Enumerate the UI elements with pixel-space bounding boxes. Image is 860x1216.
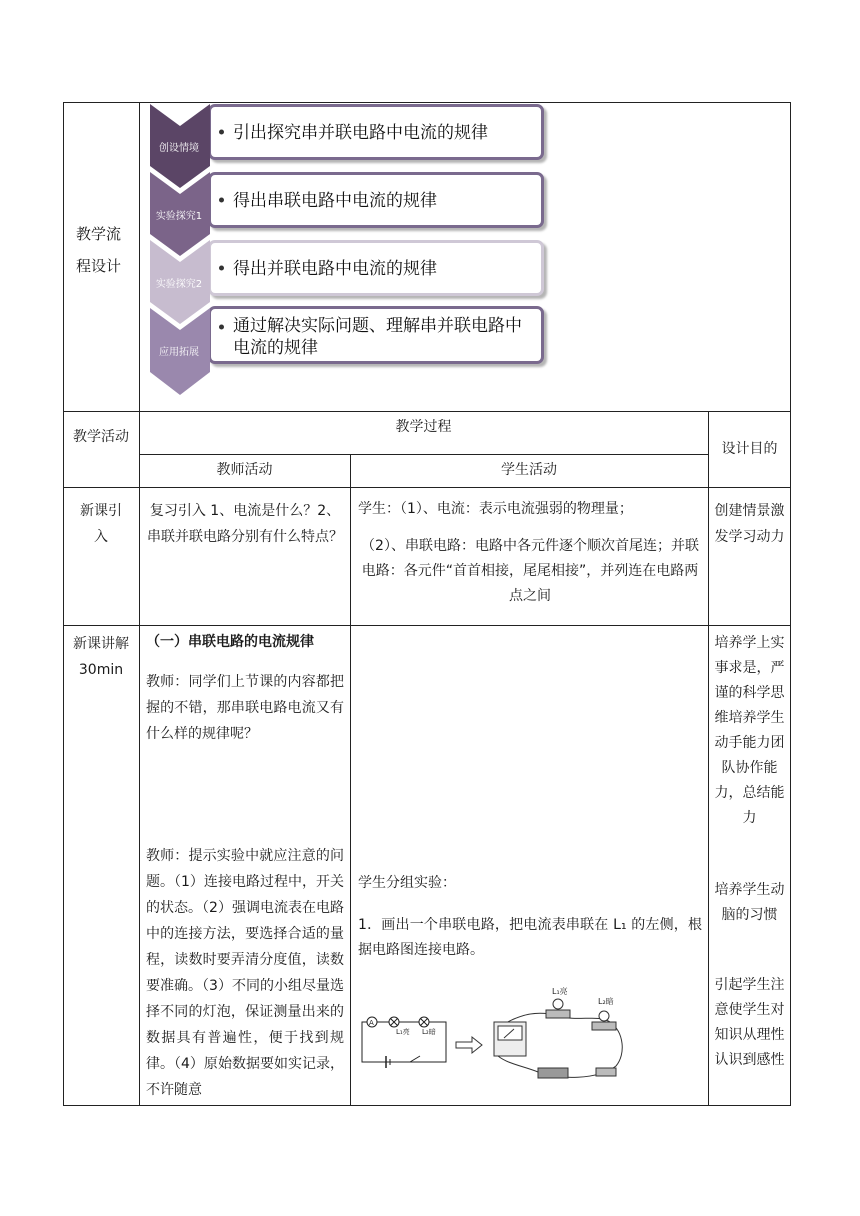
lecture-teacher-text: 教师：同学们上节课的内容都把握的不错，那串联电路电流又有什么样的规律呢？ xyxy=(146,674,344,742)
lamp-holder-icon xyxy=(546,1010,570,1018)
flow-step-text: 通过解决实际问题、理解串并联电路中电流的规律 xyxy=(233,316,522,358)
arrow-right-icon xyxy=(456,1037,482,1053)
flow-step-label: 实验探究1 xyxy=(155,211,203,222)
lecture-section-title: （一）串联电路的电流规律 xyxy=(146,634,314,650)
flow-step-text: 得出并联电路中电流的规律 xyxy=(233,259,437,279)
teaching-flow-diagram xyxy=(140,102,550,407)
student-header: 学生活动 xyxy=(501,462,557,478)
process-header: 教学过程 xyxy=(395,419,452,435)
col-divider xyxy=(708,411,709,1106)
flow-step-box xyxy=(208,306,544,364)
row-divider xyxy=(63,487,791,488)
activity-header: 教学活动 xyxy=(73,429,129,445)
circuit-schematic xyxy=(362,1017,446,1068)
schematic-lamp-label: L₁亮 xyxy=(396,1028,410,1036)
flow-step-box xyxy=(208,240,544,296)
flow-step-text: 引出探究串并联电路中电流的规律 xyxy=(233,123,488,143)
col-divider xyxy=(350,454,351,1106)
intro-label: 新课引入 xyxy=(80,503,122,545)
flow-step-label: 创设情境 xyxy=(159,143,199,154)
switch-icon xyxy=(410,1056,420,1062)
flow-step-label: 应用拓展 xyxy=(159,347,199,358)
flow-design-label: 教学流程设计 xyxy=(76,225,122,275)
flow-step-box xyxy=(208,104,544,160)
lecture-student-text: 学生分组实验： xyxy=(358,875,456,891)
bulb-icon xyxy=(599,1011,609,1021)
intro-student-text: 学生：（1）、电流：表示电流强弱的物理量； xyxy=(358,501,633,517)
physical-circuit xyxy=(494,999,622,1078)
intro-purpose-text: 创建情景激发学习动力 xyxy=(714,503,785,545)
flow-step-box xyxy=(208,172,544,228)
purpose-header: 设计目的 xyxy=(721,441,778,457)
lamp-label: L₁亮 xyxy=(552,987,568,996)
lamp-label: L₂暗 xyxy=(598,997,614,1006)
flow-step-label: 实验探究2 xyxy=(155,279,203,290)
schematic-lamp-label: L₂暗 xyxy=(422,1028,436,1036)
circuit-figure xyxy=(358,984,638,1084)
ammeter-symbol: A xyxy=(369,1019,374,1027)
lecture-label: 新课讲解 30min xyxy=(73,636,129,678)
lecture-teacher-text: 教师：提示实验中就应注意的问题。（1）连接电路过程中，开关的状态。（2）强调电流表在电路中的连接方法，要选择合适的量程，读数时要弄清分度值，读数要准确。（3）不同的小组尽量选择不同的灯泡，保证测量出来的数据具有普遍性，便于找到规律。（4）原始数据要如实记录，不许随意 xyxy=(146,848,344,1098)
lecture-purpose-text: 引起学生注意使学生对知识从理性认识到感性 xyxy=(714,977,785,1068)
bulb-icon xyxy=(553,999,563,1009)
lecture-purpose-text: 培养学生动脑的习惯 xyxy=(714,882,785,923)
row-divider xyxy=(139,454,708,455)
row-divider xyxy=(63,625,791,626)
switch-device-icon xyxy=(596,1068,616,1076)
intro-teacher-text: 复习引入 1、电流是什么？2、串联并联电路分别有什么特点？ xyxy=(147,503,343,545)
flow-step-text: 得出串联电路中电流的规律 xyxy=(233,191,437,211)
row-divider xyxy=(63,411,791,412)
lamp-holder-icon xyxy=(592,1022,616,1030)
lecture-student-text: 1．画出一个串联电路，把电流表串联在 L₁ 的左侧，根据电路图连接电路。 xyxy=(358,917,702,958)
intro-student-text: （2）、串联电路：电路中各元件逐个顺次首尾连；并联电路：各元件“首首相接，尾尾相接”，并列连在电路两点之间 xyxy=(361,538,699,604)
lecture-purpose-text: 培养学上实事求是，严谨的科学思维培养学生动手能力团队协作能力，总结能力 xyxy=(714,635,785,826)
teacher-header: 教师活动 xyxy=(216,462,273,478)
battery-device-icon xyxy=(538,1068,568,1078)
